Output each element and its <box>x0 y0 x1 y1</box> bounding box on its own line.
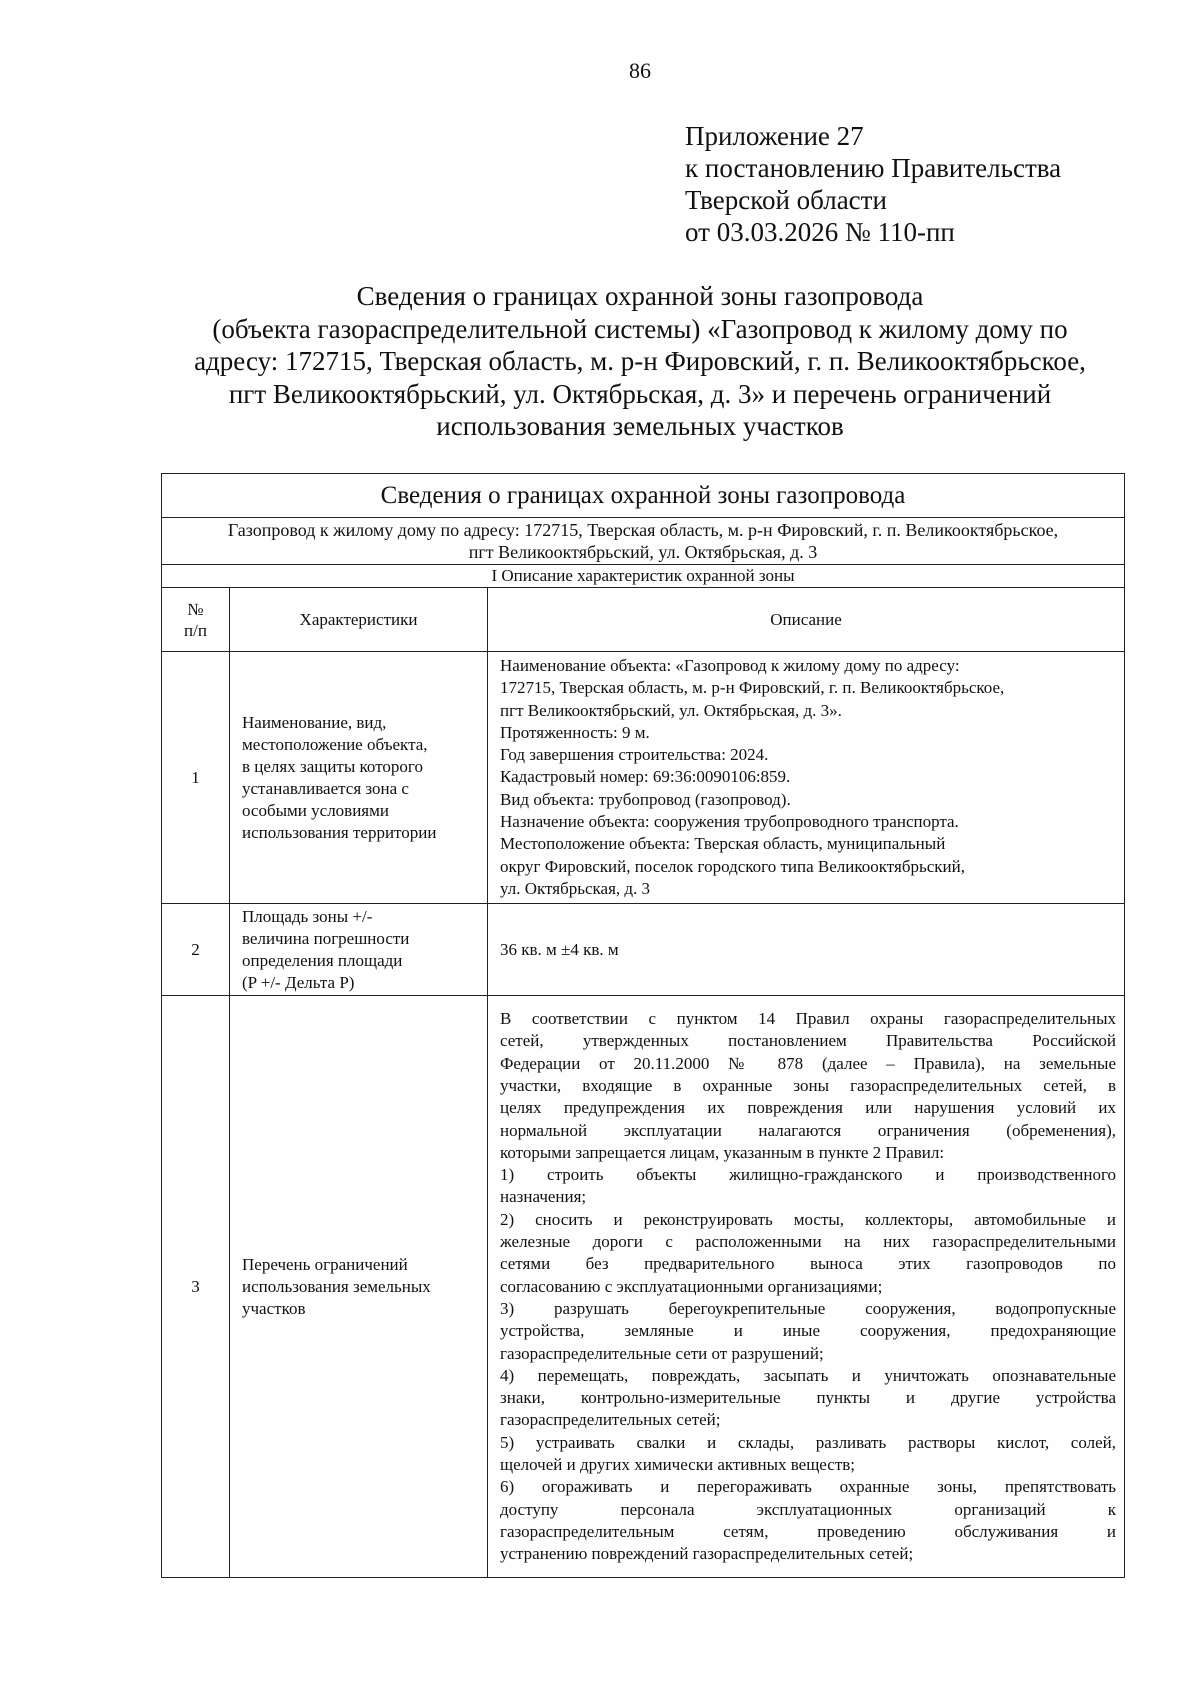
description-line: газораспределительных сетей; <box>500 1410 721 1430</box>
document-title <box>150 280 1130 443</box>
row-characteristic <box>230 904 488 996</box>
description-line: газораспределительным сетям, проведению обслуживания и <box>500 1521 1117 1541</box>
table-row <box>162 652 1125 904</box>
description-line: Протяженность: 9 м. <box>500 722 650 742</box>
description-line: 36 кв. м ±4 кв. м <box>500 939 619 959</box>
description-line: которыми запрещается лицам, указанным в пункте 2 Правил: <box>500 1142 945 1162</box>
row-characteristic <box>230 652 488 904</box>
description-line: В соответствии с пунктом 14 Правил охраны газораспределительных <box>500 1009 1117 1029</box>
description-line: Год завершения строительства: 2024. <box>500 745 769 765</box>
appendix-block <box>685 120 1061 248</box>
description-line: знаки, контрольно-измерительные пункты и другие устройства <box>500 1388 1117 1408</box>
column-header-characteristics: Характеристики <box>230 588 488 652</box>
appendix-line: от 03.03.2026 № 110-пп <box>685 217 955 247</box>
title-line: использования земельных участков <box>436 411 844 441</box>
column-header-num-abbr: п/п <box>184 620 207 640</box>
description-line: 1) строить объекты жилищно-гражданского и производственного <box>500 1165 1117 1185</box>
title-line: Сведения о границах охранной зоны газопровода <box>356 281 924 311</box>
characteristic-line: особыми условиями <box>242 800 389 820</box>
characteristic-line: устанавливается зона с <box>242 778 409 798</box>
description-line: устранению повреждений газораспределительных сетей; <box>500 1544 914 1564</box>
description-line: 172715, Тверская область, м. р-н Фировский, г. п. Великооктябрьское, <box>500 678 1005 698</box>
description-line: пгт Великооктябрьский, ул. Октябрьская, д. 3». <box>500 700 842 720</box>
page-number: 86 <box>629 58 651 83</box>
column-header-description: Описание <box>488 588 1125 652</box>
description-line: железные дороги с расположенными на них газораспределительными <box>500 1232 1117 1252</box>
description-line: сетями без предварительного выноса этих газопроводов по <box>500 1254 1117 1274</box>
characteristic-line: в целях защиты которого <box>242 756 423 776</box>
row-description <box>488 904 1125 996</box>
object-address-line: пгт Великооктябрьский, ул. Октябрьская, д. 3 <box>468 542 818 562</box>
row-characteristic <box>230 996 488 1578</box>
description-line: Местоположение объекта: Тверская область, муниципальный <box>500 834 946 854</box>
description-line: Кадастровый номер: 69:36:0090106:859. <box>500 767 791 787</box>
characteristic-line: определения площади <box>242 950 403 970</box>
row-number: 3 <box>162 996 230 1578</box>
description-line: согласованию с эксплуатационными организациями; <box>500 1276 883 1296</box>
appendix-line: Приложение 27 <box>685 121 864 151</box>
description-line: Федерации от 20.11.2000 № 878 (далее – Правила), на земельные <box>500 1053 1117 1073</box>
description-line: доступу персонала эксплуатационных организаций к <box>500 1499 1117 1519</box>
description-line: сетей, утвержденных постановлением Правительства Российской <box>500 1031 1117 1051</box>
characteristic-line: Площадь зоны +/- <box>242 906 373 926</box>
table-header-row <box>162 588 1125 652</box>
description-line: 3) разрушать берегоукрепительные сооружения, водопропускные <box>500 1298 1117 1318</box>
description-line: 6) огораживать и перегораживать охранные зоны, препятствовать <box>500 1477 1117 1497</box>
appendix-line: к постановлению Правительства <box>685 153 1062 183</box>
description-line: округ Фировский, поселок городского типа Великооктябрьский, <box>500 856 965 876</box>
description-line: щелочей и других химически активных веществ; <box>500 1454 855 1474</box>
row-description <box>488 996 1125 1578</box>
column-header-num-sign: № <box>187 599 204 619</box>
characteristic-line: Наименование, вид, <box>242 712 387 732</box>
characteristic-line: использования территории <box>242 822 437 842</box>
table-heading: Сведения о границах охранной зоны газопровода <box>162 474 1125 518</box>
characteristic-line: Перечень ограничений <box>242 1254 408 1274</box>
description-line: ул. Октябрьская, д. 3 <box>500 878 651 898</box>
table-row <box>162 996 1125 1578</box>
characteristic-line: (P +/- Дельта P) <box>242 972 355 992</box>
characteristic-line: местоположение объекта, <box>242 734 428 754</box>
characteristic-line: использования земельных <box>242 1276 431 1296</box>
column-header-num <box>162 588 230 652</box>
description-line: 5) устраивать свалки и склады, разливать растворы кислот, солей, <box>500 1432 1117 1452</box>
row-number: 2 <box>162 904 230 996</box>
description-line: газораспределительные сети от разрушений; <box>500 1343 824 1363</box>
description-line: участки, входящие в охранные зоны газораспределительных сетей, в <box>500 1075 1117 1095</box>
title-line: пгт Великооктябрьский, ул. Октябрьская, д. 3» и перечень ограничений <box>228 378 1052 409</box>
description-line: назначения; <box>500 1187 587 1207</box>
description-line: 2) сносить и реконструировать мосты, коллекторы, автомобильные и <box>500 1209 1117 1229</box>
description-line: Наименование объекта: «Газопровод к жилому дому по адресу: <box>500 656 960 675</box>
row-description <box>488 652 1125 904</box>
description-line: нормальной эксплуатации налагаются ограничения (обременения), <box>500 1120 1117 1140</box>
description-line: 4) перемещать, повреждать, засыпать и уничтожать опознавательные <box>500 1365 1117 1385</box>
zone-info-table <box>161 473 1125 1578</box>
object-address-line: Газопровод к жилому дому по адресу: 172715, Тверская область, м. р-н Фировский, г. п. Великооктябрьское, <box>227 520 1059 540</box>
title-line: адресу: 172715, Тверская область, м. р-н Фировский, г. п. Великооктябрьское, <box>194 346 1086 376</box>
description-line: Вид объекта: трубопровод (газопровод). <box>500 789 791 809</box>
description-line: целях предупреждения их повреждения или нарушения условий их <box>500 1098 1117 1118</box>
object-address <box>162 518 1125 565</box>
characteristic-line: величина погрешности <box>242 928 410 948</box>
row-number: 1 <box>162 652 230 904</box>
appendix-line: Тверской области <box>685 185 887 215</box>
title-line: (объекта газораспределительной системы) «Газопровод к жилому дому по <box>212 313 1068 344</box>
section-heading: I Описание характеристик охранной зоны <box>162 565 1125 588</box>
description-line: Назначение объекта: сооружения трубопроводного транспорта. <box>500 812 959 832</box>
characteristic-line: участков <box>242 1298 306 1318</box>
table-row <box>162 904 1125 996</box>
description-line: устройства, земляные и иные сооружения, предохраняющие <box>500 1321 1117 1341</box>
